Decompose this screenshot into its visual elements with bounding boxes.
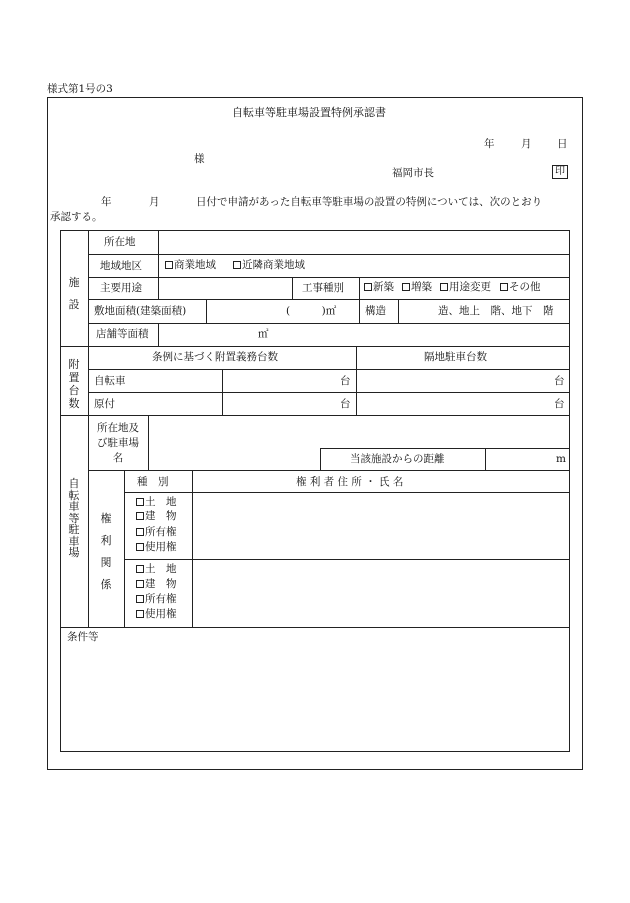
addressee-suffix: 様	[194, 153, 205, 165]
checkbox-icon	[165, 261, 173, 269]
body-year: 年	[101, 196, 112, 208]
construction-checkbox-change-use[interactable]: 用途変更	[440, 281, 491, 294]
store-area-label: 店舗等面積	[96, 328, 149, 340]
date-year: 年	[484, 138, 495, 150]
structure-label: 構造	[365, 305, 386, 317]
checkbox-icon	[136, 528, 144, 536]
store-area-unit: ㎡	[258, 328, 269, 340]
rights-row2-building[interactable]: 建 物	[136, 578, 177, 591]
row-bicycle-remote-unit: 台	[554, 375, 565, 387]
parking-location-label: 所在地及び駐車場名	[97, 422, 139, 464]
form-number: 様式第1号の3	[47, 83, 113, 95]
conditions-label: 条件等	[67, 631, 99, 643]
row-moped-remote-unit: 台	[554, 398, 565, 410]
site-area-label: 敷地面積(建築面積)	[94, 305, 187, 317]
location-label: 所在地	[104, 236, 136, 248]
rights-row1-ownership[interactable]: 所有権	[136, 526, 177, 539]
construction-type-label: 工事種別	[302, 282, 344, 294]
body-month: 月	[149, 196, 160, 208]
checkbox-icon	[136, 543, 144, 551]
distance-label: 当該施設からの距離	[350, 453, 445, 465]
row-bicycle-label: 自転車	[94, 375, 126, 387]
distance-unit: m	[556, 453, 566, 465]
main-use-label: 主要用途	[100, 282, 142, 294]
required-count-header: 条例に基づく附置義務台数	[152, 351, 278, 363]
remote-count-header: 隔地駐車台数	[424, 351, 487, 363]
structure-value: 造、地上 階、地下 階	[438, 305, 554, 317]
facility-section-label: 施 設	[68, 276, 80, 311]
body-line2: 承認する。	[50, 211, 103, 223]
construction-checkbox-new[interactable]: 新築	[364, 281, 394, 294]
checkbox-icon	[136, 512, 144, 520]
rights-row1-usage[interactable]: 使用権	[136, 541, 177, 554]
attached-section-label: 附 置 台 数	[68, 358, 80, 410]
rights-row2-usage[interactable]: 使用権	[136, 608, 177, 621]
checkbox-icon	[136, 580, 144, 588]
rights-row2-ownership[interactable]: 所有権	[136, 593, 177, 606]
date-month: 月	[521, 138, 532, 150]
holder-header: 権 利 者 住 所 ・ 氏 名	[296, 476, 404, 488]
rights-row1-building[interactable]: 建 物	[136, 510, 177, 523]
checkbox-icon	[136, 595, 144, 603]
rights-label: 権 利 関 係	[100, 512, 112, 591]
row-bicycle-unit: 台	[340, 375, 351, 387]
row-moped-label: 原付	[94, 398, 115, 410]
site-area-value: ( )㎡	[286, 305, 337, 317]
row-moped-unit: 台	[340, 398, 351, 410]
checkbox-icon	[402, 283, 410, 291]
date-day: 日	[557, 138, 568, 150]
zone-checkbox-neighborhood[interactable]: 近隣商業地域	[233, 259, 305, 272]
zone-label: 地域地区	[100, 260, 142, 272]
checkbox-icon	[440, 283, 448, 291]
rights-row1-land[interactable]: 土 地	[136, 496, 177, 509]
checkbox-icon	[136, 610, 144, 618]
issuer: 福岡市長	[392, 167, 434, 179]
parking-section-label: 自 転 車 等 駐 車 場	[68, 477, 80, 559]
body-line1: 日付で申請があった自転車等駐車場の設置の特例については、次のとおり	[196, 196, 543, 208]
checkbox-icon	[136, 565, 144, 573]
seal-mark: 印	[552, 165, 568, 179]
form-title: 自転車等駐車場設置特例承認書	[232, 106, 386, 119]
checkbox-icon	[233, 261, 241, 269]
zone-checkbox-commercial[interactable]: 商業地域	[165, 259, 216, 272]
checkbox-icon	[500, 283, 508, 291]
construction-checkbox-extension[interactable]: 増築	[402, 281, 432, 294]
checkbox-icon	[364, 283, 372, 291]
checkbox-icon	[136, 498, 144, 506]
construction-checkbox-other[interactable]: その他	[500, 281, 541, 294]
type-header: 種 別	[137, 476, 169, 488]
rights-row2-land[interactable]: 土 地	[136, 563, 177, 576]
